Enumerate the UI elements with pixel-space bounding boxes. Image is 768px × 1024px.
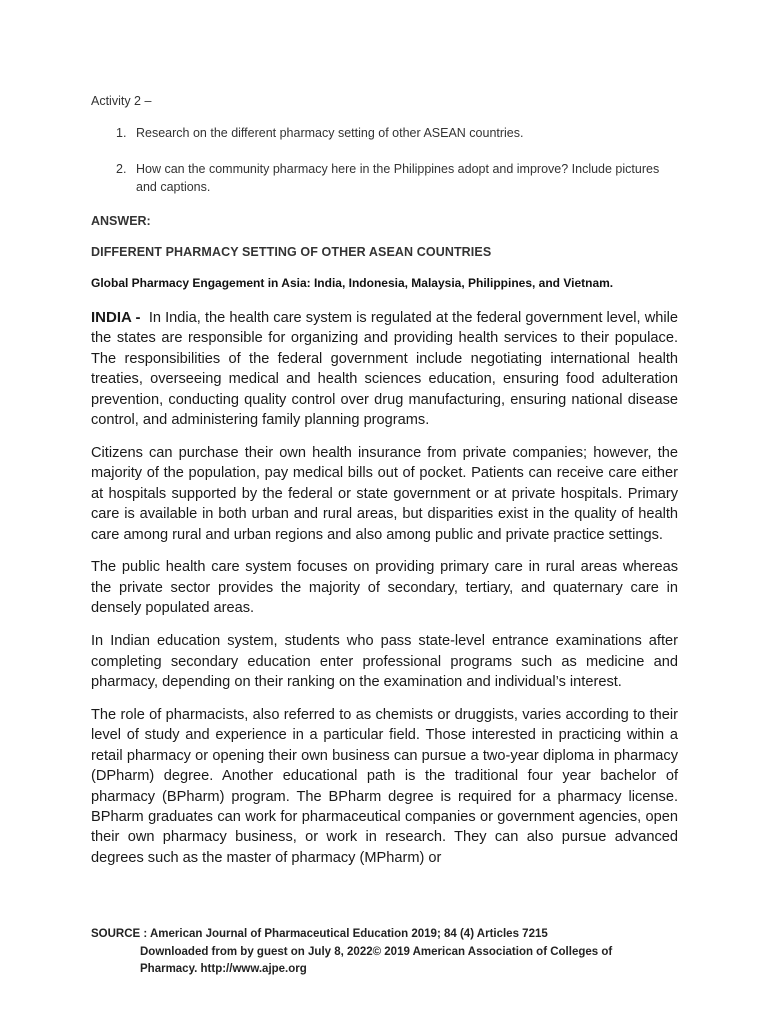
section-heading: DIFFERENT PHARMACY SETTING OF OTHER ASEAN COUNTRIES [91,245,492,259]
answer-label: ANSWER: [91,214,151,228]
activity-title: Activity 2 – [91,94,152,108]
paragraph-text: In India, the health care system is regulated at the federal government level, while the states are responsible for organizing and providing health services to their populace. The responsibilities of the federal government include negotiating international health treaties, overseeing medical and health sciences education, ensuring food adulteration prevention, conducting quality control over drug manufacturing, ensuring national disease control, and administering family planning programs. [91,310,678,429]
list-item [116,124,676,142]
list-item [116,160,676,196]
question-list [116,124,676,214]
article-subheading: Global Pharmacy Engagement in Asia: India, Indonesia, Malaysia, Philippines, and Vietnam. [91,276,614,290]
country-label: INDIA - [91,309,141,326]
list-number: 2. [116,162,127,176]
question-text: How can the community pharmacy here in the Philippines adopt and improve? Include pictures and captions. [136,162,660,194]
paragraph: The role of pharmacists, also referred to as chemists or druggists, varies according to their level of study and experience in a particular field. Those interested in practicing within a retail pharmacy or opening their own business can pursue a two-year diploma in pharmacy (DPharm) degree. Another educational path is the traditional four year bachelor of pharmacy (BPharm) program. The BPharm degree is required for a pharmacy license. BPharm graduates can work for pharmaceutical companies or government agencies, open their own pharmacy business, or work in research. They can also pursue advanced degrees such as the master of pharmacy (MPharm) or [91,706,678,866]
source-line: Downloaded from by guest on July 8, 2022© 2019 American Association of Colleges of [140,945,613,958]
paragraph [91,308,678,430]
source-line: SOURCE : American Journal of Pharmaceutical Education 2019; 84 (4) Articles 7215 [91,928,548,940]
india-section [91,308,678,881]
source-line: Pharmacy. http://www.ajpe.org [140,963,307,975]
paragraph: Citizens can purchase their own health insurance from private companies; however, the majority of the population, pay medical bills out of pocket. Patients can receive care either at hospitals supported by the federal or state government or at private hospitals. Primary care is available in both urban and rural areas, but disparities exist in the quality of health care among rural and urban regions and also among public and private practice settings. [91,444,678,543]
paragraph: The public health care system focuses on providing primary care in rural areas whereas the private sector provides the majority of secondary, tertiary, and quaternary care in densely populated areas. [91,559,678,617]
list-number: 1. [116,126,127,140]
paragraph: In Indian education system, students who pass state-level entrance examinations after completing secondary education enter professional programs such as medicine and pharmacy, depending on their ranking on the examination and individual’s interest. [91,633,678,690]
question-text: Research on the different pharmacy setting of other ASEAN countries. [136,126,524,140]
source-citation [91,926,691,979]
